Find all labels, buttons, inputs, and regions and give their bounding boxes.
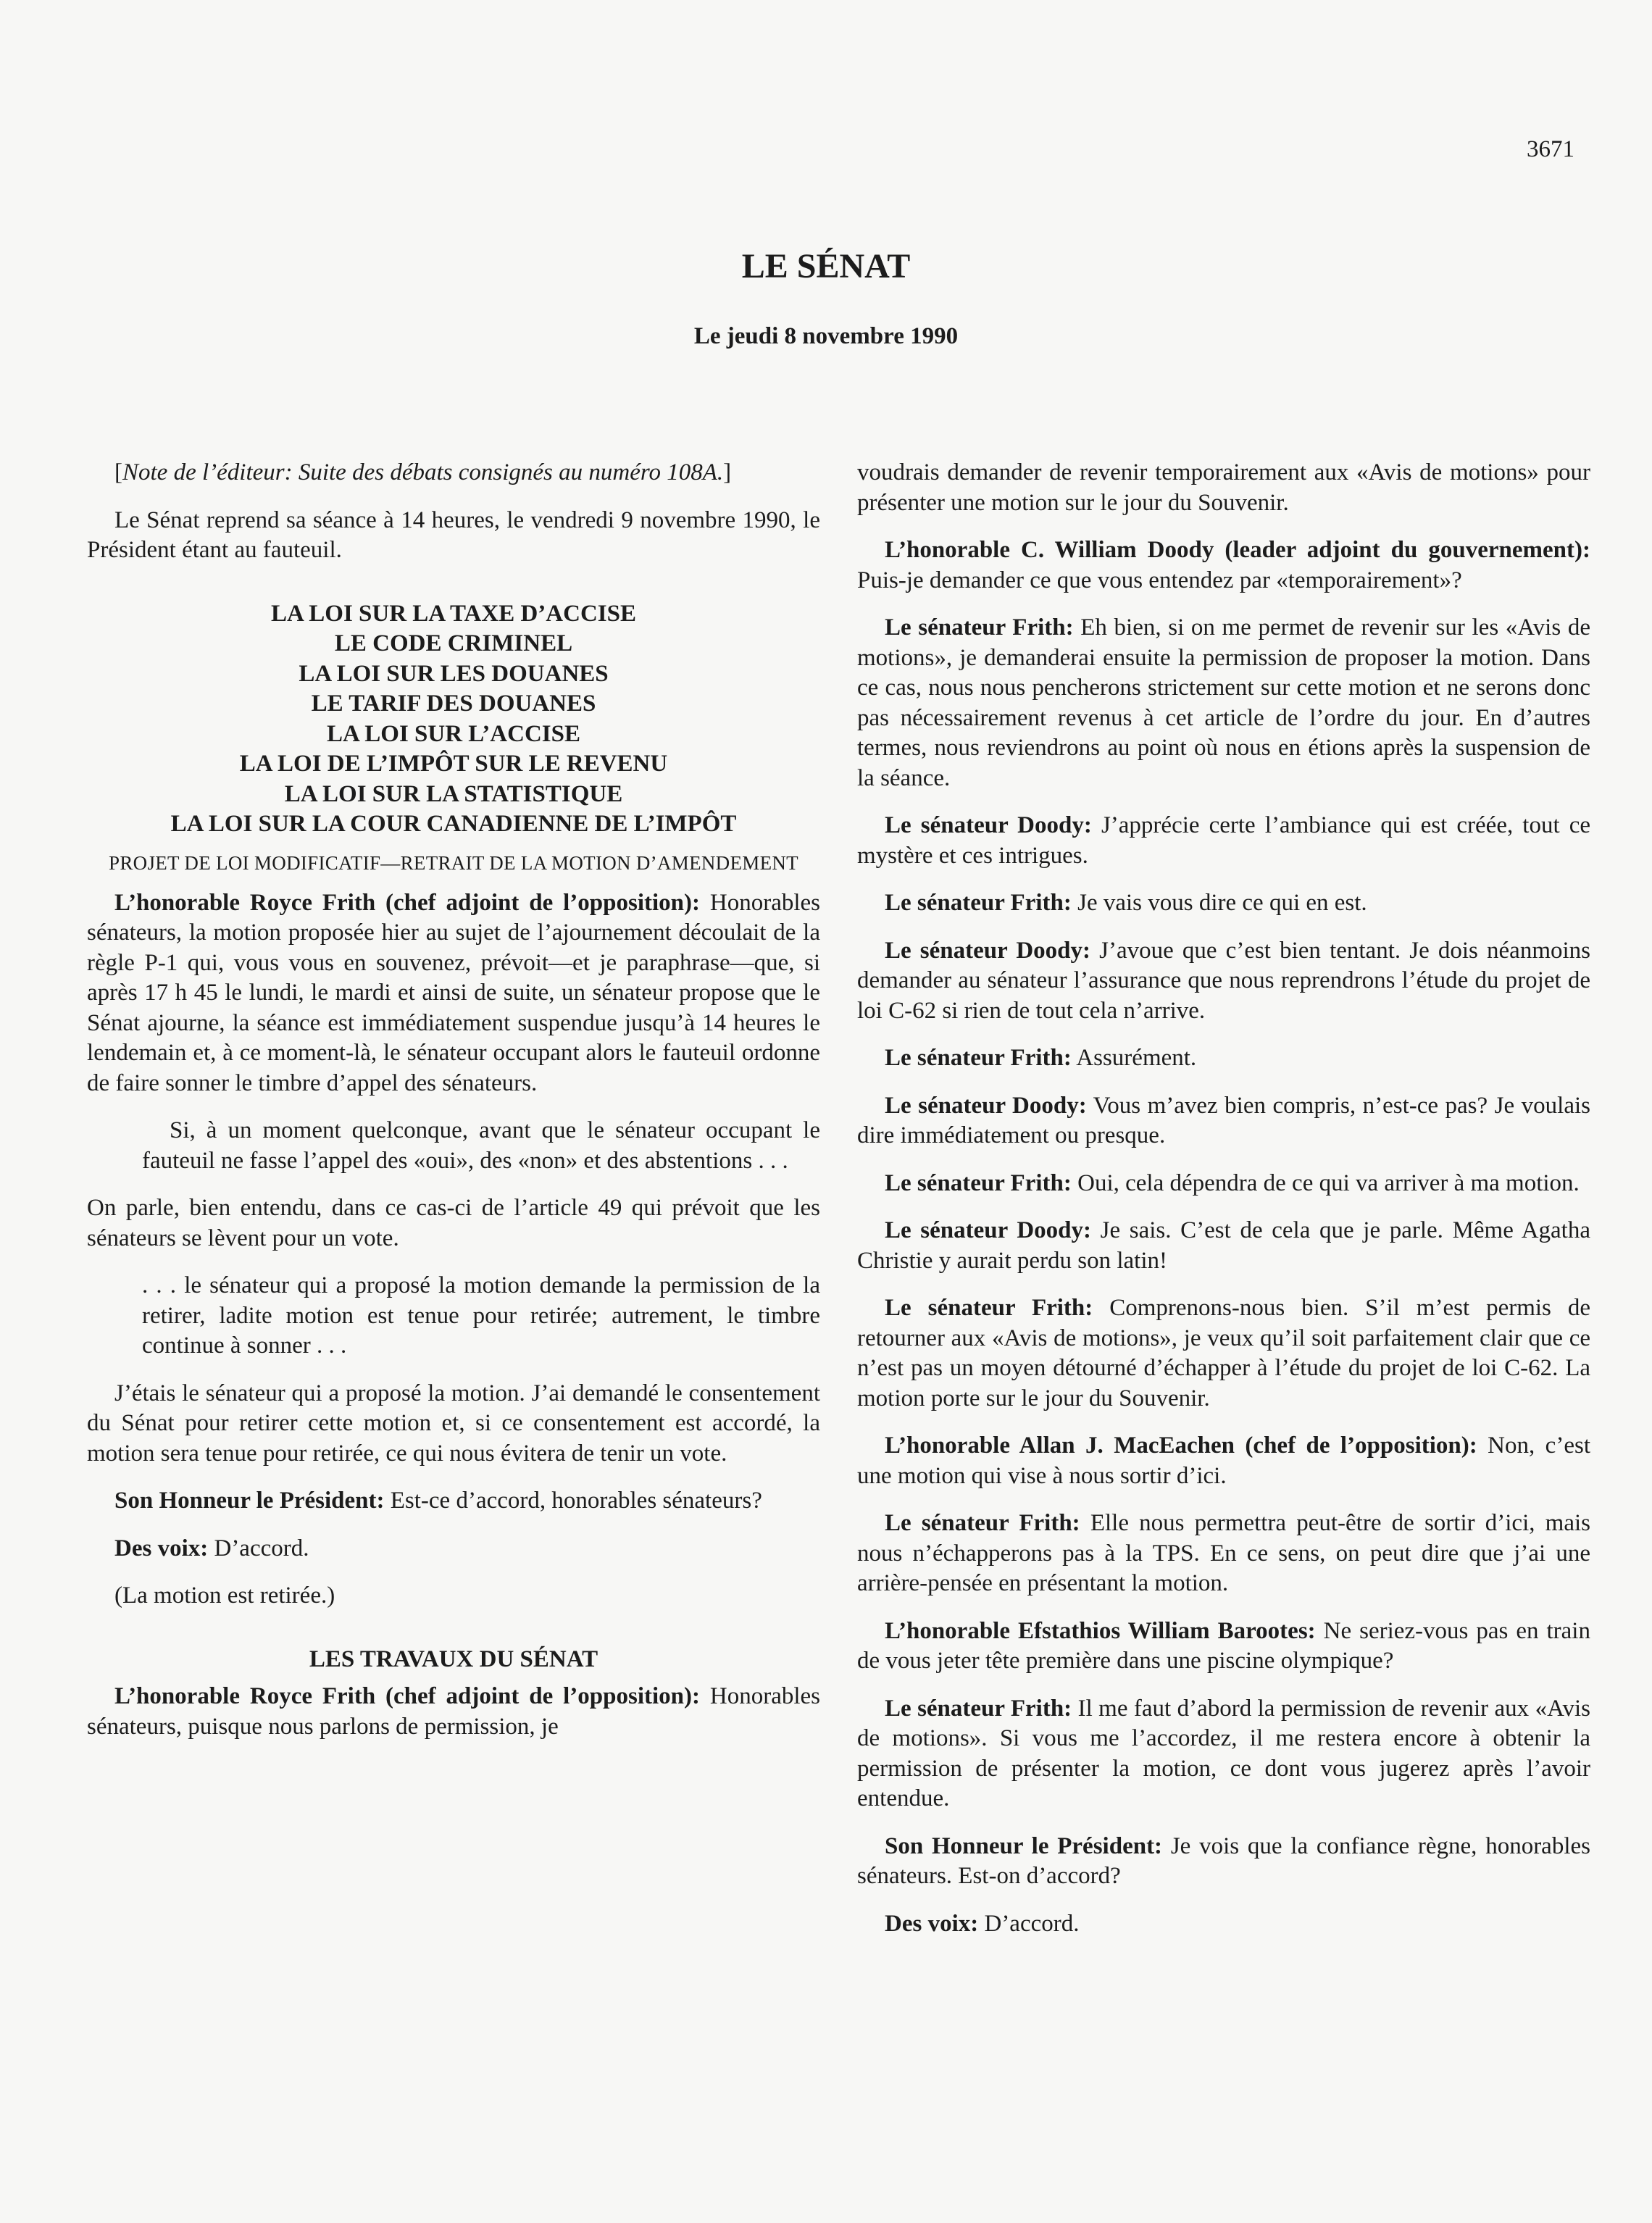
page-title: LE SÉNAT xyxy=(741,247,911,285)
speech xyxy=(857,1617,1590,1677)
paragraph: On parle, bien entendu, dans ce cas-ci de l’article 49 qui prévoit que les sénateurs se lèvent pour un vote. xyxy=(87,1195,820,1251)
speech-text: D’accord. xyxy=(978,1910,1080,1937)
note-text: Note de l’éditeur: Suite des débats consignés au numéro 108A. xyxy=(122,459,724,485)
speech xyxy=(857,1091,1590,1151)
speaker: Le sénateur Frith: xyxy=(885,1695,1072,1722)
speech xyxy=(87,1486,820,1517)
speech-text: J’apprécie certe l’ambiance qui est créée, tout ce mystère et ces intrigues. xyxy=(857,812,1591,869)
speaker: Des voix: xyxy=(885,1910,979,1937)
speech-text: Est-ce d’accord, honorables sénateurs? xyxy=(384,1488,762,1514)
speech-text: Je vais vous dire ce qui en est. xyxy=(1071,890,1367,916)
speech-text: Puis-je demander ce que vous entendez par «temporairement»? xyxy=(857,567,1462,593)
speech xyxy=(87,888,820,1099)
subheading: PROJET DE LOI MODIFICATIF—RETRAIT DE LA MOTION D’AMENDEMENT xyxy=(109,851,798,874)
speaker: Le sénateur Doody: xyxy=(885,1217,1091,1243)
paragraph: Le Sénat reprend sa séance à 14 heures, le vendredi 9 novembre 1990, le Président étant au fauteuil. xyxy=(87,506,820,563)
speech-text: J’avoue que c’est bien tentant. Je dois néanmoins demander au sénateur l’assurance que nous reprendrons l’étude du projet de loi C-62 si rien de tout cela n’arrive. xyxy=(857,937,1591,1024)
speech xyxy=(857,1832,1590,1892)
speech xyxy=(857,1431,1590,1491)
speech-text: Non, c’est une motion qui vise à nous sortir d’ici. xyxy=(857,1432,1590,1489)
speech xyxy=(87,1534,820,1564)
speech xyxy=(857,1169,1590,1199)
speech xyxy=(857,888,1590,919)
bill-heading: LA LOI DE L’IMPÔT SUR LE REVENU xyxy=(239,751,668,777)
speaker: Le sénateur Frith: xyxy=(885,1510,1080,1536)
speech-text: Honorables sénateurs, puisque nous parlons de permission, je xyxy=(87,1683,820,1740)
page-number: 3671 xyxy=(1527,136,1574,162)
note-bracket-close: ] xyxy=(723,459,732,485)
speech xyxy=(857,1043,1590,1074)
speech xyxy=(857,811,1590,871)
speaker: Son Honneur le Président: xyxy=(885,1832,1163,1859)
speech-text: Honorables sénateurs, la motion proposée hier au sujet de l’ajournement découlait de la règle P-1 qui, vous vous en souvenez, prévoit—et je paraphrase—que, si après 17 h 45 le lundi, le mardi et ainsi de suite, un sénateur propose que le Sénat ajourne, la séance est immédiatement suspendue jusqu’à 14 heures le lendemain et, à ce moment-là, le sénateur occupant alors le fauteuil ordonne de faire sonner le timbre d’appel des sénateurs. xyxy=(87,889,820,1096)
editor-note xyxy=(87,458,820,488)
speaker: L’honorable C. William Doody (leader adjoint du gouvernement): xyxy=(885,537,1590,563)
bill-heading: LE TARIF DES DOUANES xyxy=(311,691,596,717)
bill-headings xyxy=(87,599,820,840)
speech-text: Eh bien, si on me permet de revenir sur les «Avis de motions», je demanderai ensuite la permission de proposer la motion. Dans ce cas, nous nous pencherons strictement sur cette motion et ne serons donc pas nécessairement revenus à cet article de l’ordre du jour. En d’autres termes, nous reviendrons au point où nous en étions après la suspension de la séance. xyxy=(857,614,1590,791)
speaker: Le sénateur Frith: xyxy=(885,1169,1072,1196)
speaker: Le sénateur Doody: xyxy=(885,1092,1087,1119)
right-column xyxy=(857,458,1590,1956)
speech xyxy=(857,1694,1590,1814)
speaker: Le sénateur Frith: xyxy=(885,890,1072,916)
quotation: . . . le sénateur qui a proposé la motion demande la permission de la retirer, ladite motion est tenue pour retirée; autrement, le timbre continue à sonner . . . xyxy=(142,1272,820,1359)
speech xyxy=(857,1509,1590,1599)
speaker: L’honorable Royce Frith (chef adjoint de l’opposition): xyxy=(114,1683,700,1709)
bill-heading: LA LOI SUR LA STATISTIQUE xyxy=(284,780,623,807)
speech xyxy=(857,936,1590,1027)
speaker: Le sénateur Doody: xyxy=(885,937,1090,964)
speech xyxy=(857,535,1590,596)
speech xyxy=(87,1682,820,1742)
speaker: Le sénateur Frith: xyxy=(885,1045,1072,1071)
section-heading: LES TRAVAUX DU SÉNAT xyxy=(309,1646,598,1672)
speaker: Des voix: xyxy=(114,1535,209,1561)
speaker: Le sénateur Frith: xyxy=(885,1295,1093,1321)
sitting-date: Le jeudi 8 novembre 1990 xyxy=(693,323,959,349)
speech-text: Ne seriez-vous pas en train de vous jeter tête première dans une piscine olympique? xyxy=(857,1617,1590,1674)
speaker: Le sénateur Doody: xyxy=(885,812,1092,838)
speech-text: D’accord. xyxy=(208,1535,309,1561)
speech-text: Je vois que la confiance règne, honorables sénateurs. Est-on d’accord? xyxy=(857,1832,1590,1889)
bill-heading: LE CODE CRIMINEL xyxy=(334,630,573,656)
bill-heading: LA LOI SUR LA TAXE D’ACCISE xyxy=(271,600,636,627)
speech-text: Je sais. C’est de cela que je parle. Même Agatha Christie y aurait perdu son latin! xyxy=(857,1217,1590,1274)
speech xyxy=(857,1293,1590,1414)
speaker: L’honorable Allan J. MacEachen (chef de l’opposition): xyxy=(885,1432,1477,1459)
speech-text: Oui, cela dépendra de ce qui va arriver à ma motion. xyxy=(1071,1169,1580,1196)
speech-text: Elle nous permettra peut-être de sortir d’ici, mais nous n’échapperons pas à la TPS. En ce sens, on peut dire que j’ai une arrière-pensée en présentant la motion. xyxy=(857,1510,1590,1596)
speech xyxy=(857,613,1590,793)
speech-text: Assurément. xyxy=(1071,1045,1197,1071)
paragraph: voudrais demander de revenir temporairement aux «Avis de motions» pour présenter une motion sur le jour du Souvenir. xyxy=(857,459,1590,516)
speech-text: Vous m’avez bien compris, n’est-ce pas? Je voulais dire immédiatement ou presque. xyxy=(857,1092,1590,1148)
left-column xyxy=(87,458,820,1759)
bill-heading: LA LOI SUR LES DOUANES xyxy=(299,660,609,687)
paragraph: (La motion est retirée.) xyxy=(114,1582,335,1609)
bill-heading: LA LOI SUR L’ACCISE xyxy=(327,720,580,747)
bill-heading: LA LOI SUR LA COUR CANADIENNE DE L’IMPÔT xyxy=(170,811,737,837)
speaker: L’honorable Royce Frith (chef adjoint de l’opposition): xyxy=(114,889,700,916)
speech-text: Comprenons-nous bien. S’il m’est permis de retourner aux «Avis de motions», je veux qu’il soit parfaitement clair que ce n’est pas un moyen détourné d’échapper à l’étude du projet de loi C-62. La motion porte sur le jour du Souvenir. xyxy=(857,1295,1590,1411)
paragraph: J’étais le sénateur qui a proposé la motion. J’ai demandé le consentement du Sénat pour retirer cette motion et, si ce consentement est accordé, la motion sera tenue pour retirée, ce qui nous évitera de tenir un vote. xyxy=(87,1380,820,1467)
speech xyxy=(857,1216,1590,1276)
note-bracket-open: [ xyxy=(114,459,122,485)
speaker: Son Honneur le Président: xyxy=(114,1488,385,1514)
speech-text: Il me faut d’abord la permission de revenir aux «Avis de motions». Si vous me l’accordez, il me restera encore à obtenir la permission de présenter la motion, ce dont vous jugerez après l’avoir entendue. xyxy=(857,1695,1590,1811)
speech xyxy=(857,1909,1590,1940)
quotation: Si, à un moment quelconque, avant que le sénateur occupant le fauteuil ne fasse l’appel des «oui», des «non» et des abstentions . . . xyxy=(142,1117,820,1174)
speaker: Le sénateur Frith: xyxy=(885,614,1074,641)
speaker: L’honorable Efstathios William Barootes: xyxy=(885,1617,1316,1644)
